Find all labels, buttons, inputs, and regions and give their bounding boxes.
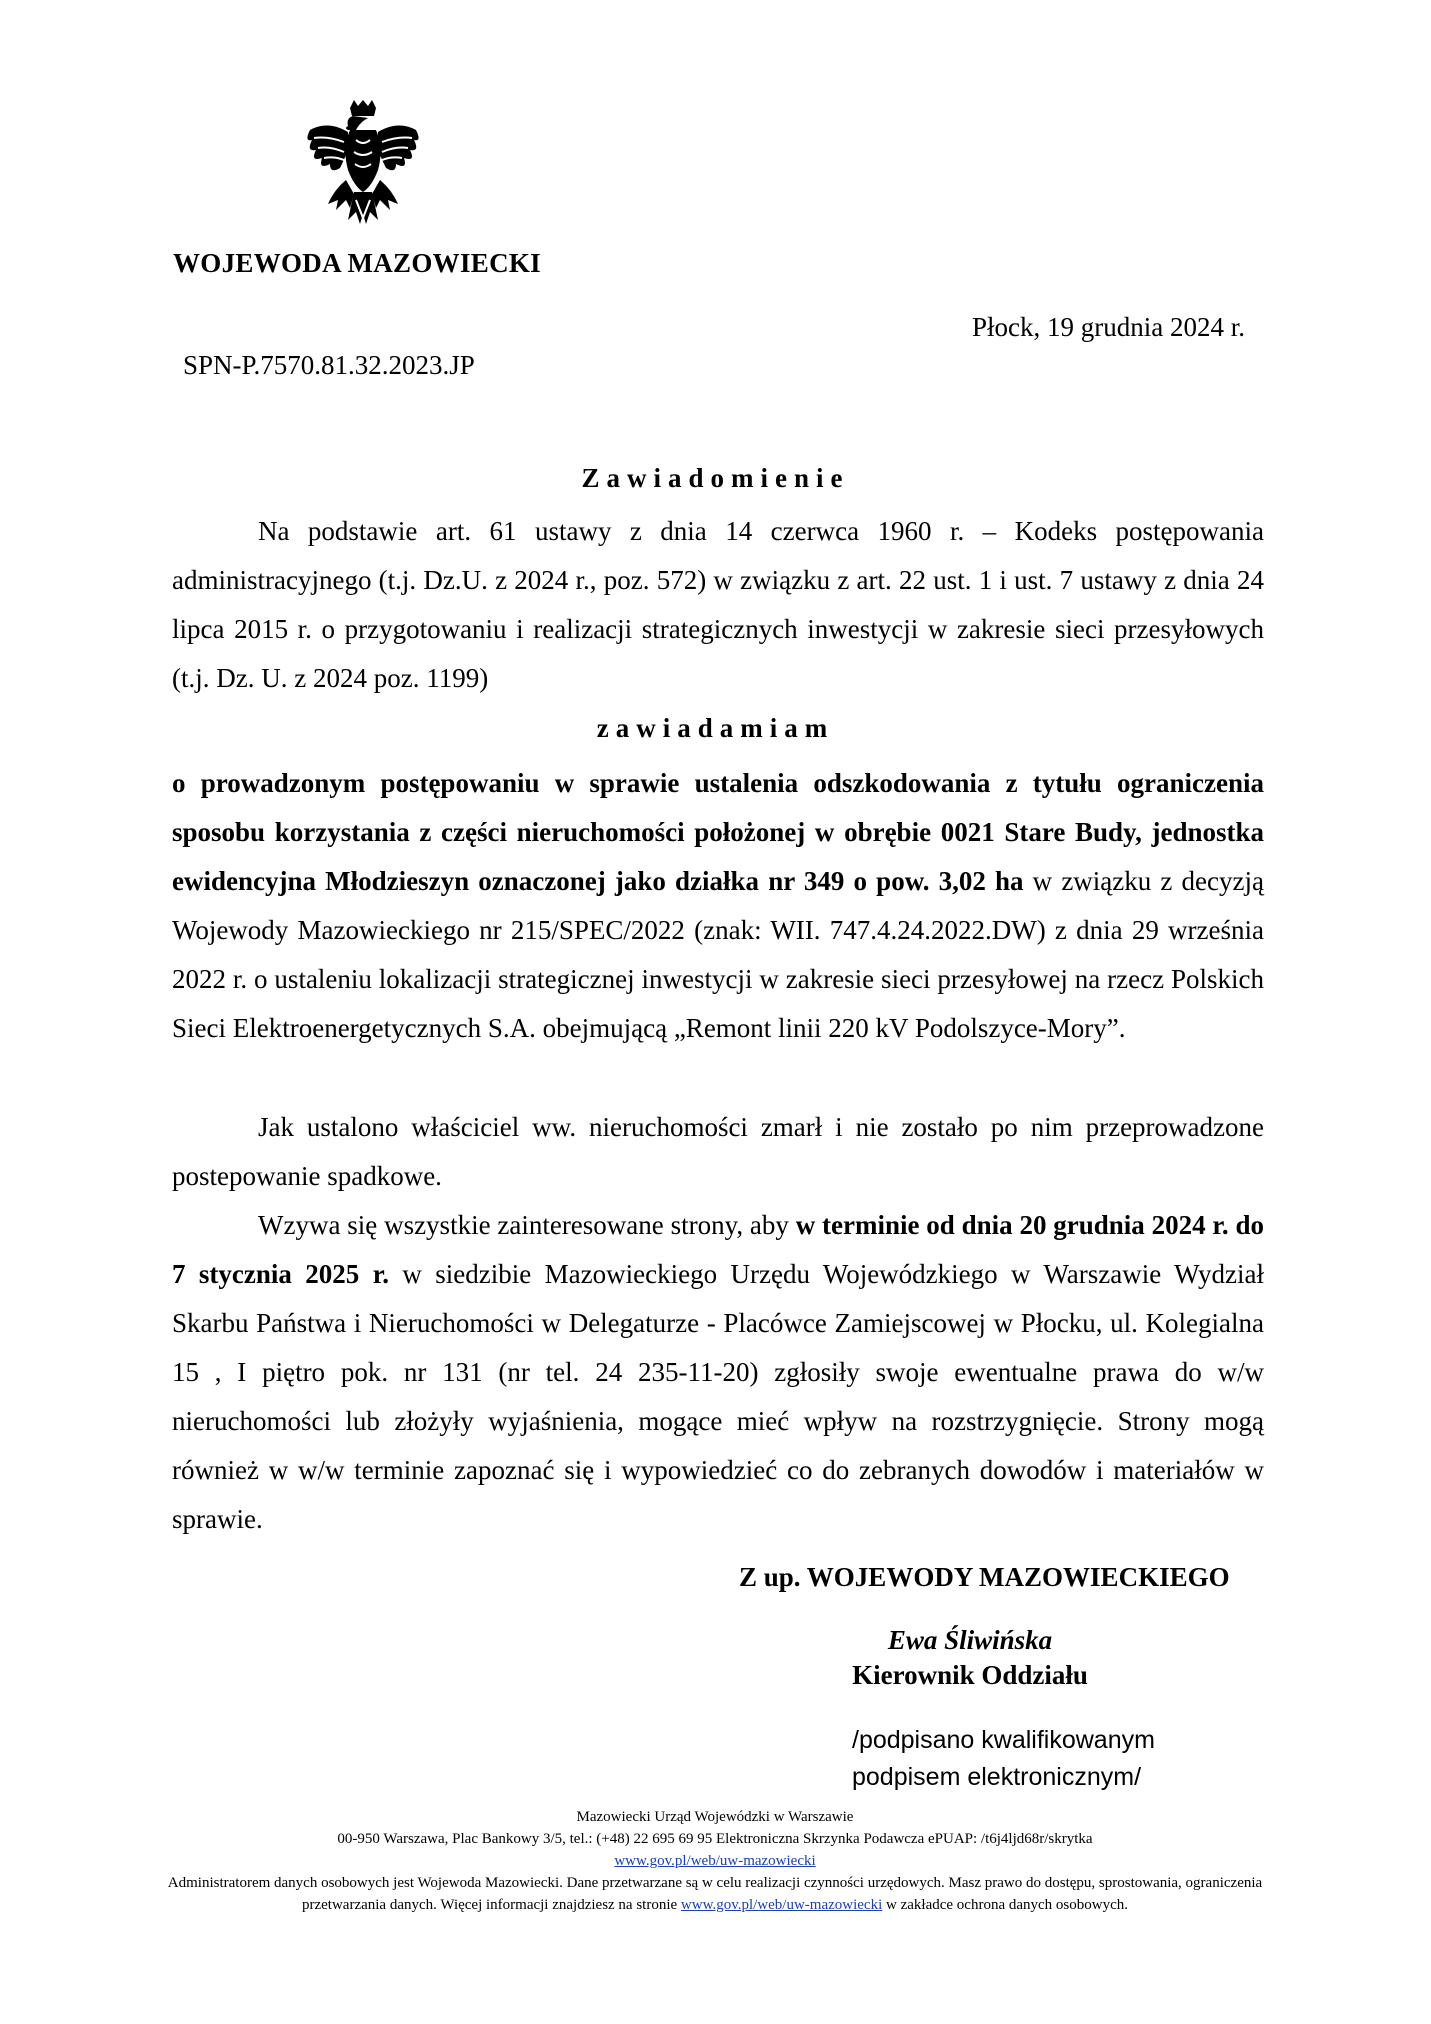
- signatory-role: Kierownik Oddziału: [852, 1660, 1088, 1690]
- summons-intro: Wzywa się wszystkie zainteresowane strony, aby: [258, 1210, 796, 1240]
- summons-deadline: w terminie od dnia 20 grudnia 2024 r. do 7 stycznia 2025 r.: [172, 1210, 1264, 1289]
- notice-verb: zawiadamiam: [596, 713, 835, 743]
- proceeding-details: w związku z decyzją Wojewody Mazowieckiego nr 215/SPEC/2022 (znak: WII. 747.4.24.2022.DW) z dnia 29 września 2022 r. o ustaleniu lokalizacji strategicznej inwestycji w zakresie sieci przesyłowej na rzecz Polskich Sieci Elektroenergetycznych S.A. obejmującą „Remont linii 220 kV Podolszyce-Mory”.: [172, 866, 1264, 1043]
- footer-privacy: [150, 1872, 1280, 1916]
- footer: [150, 1806, 1280, 1916]
- signature-block: [760, 1625, 1180, 1691]
- document-title: Zawiadomienie: [581, 463, 850, 493]
- summons-paragraph: [172, 1201, 1264, 1544]
- privacy-text-1: Administratorem danych osobowych jest Wojewoda Mazowiecki. Dane przetwarzane są w celu realizacji czynności urzędowych. Masz prawo do dostępu, sprostowania, ograniczenia przetwarzania danych. Więcej informacji znajdziesz na stronie: [167, 1875, 1263, 1913]
- proceeding-paragraph: [172, 759, 1264, 1053]
- esig-line-2: podpisem elektronicznym/: [852, 1763, 1142, 1791]
- footer-address: 00-950 Warszawa, Plac Bankowy 3/5, tel.: (+48) 22 695 69 95 Elektroniczna Skrzynka Podawcza ePUAP: /t6j4ljd68r/skrytka: [337, 1831, 1093, 1847]
- summons-details: w siedzibie Mazowieckiego Urzędu Wojewódzkiego w Warszawie Wydział Skarbu Państwa i Nieruchomości w Delegaturze - Placówce Zamiejscowej w Płocku, ul. Kolegialna 15 , I piętro pok. nr 131 (nr tel. 24 235-11-20) zgłosiły swoje ewentualne prawa do w/w nieruchomości lub złożyły wyjaśnienia, mogące mieć wpływ na rozstrzygnięcie. Strony mogą również w w/w terminie zapoznać się i wypowiedzieć co do zebranych dowodów i materiałów w sprawie.: [172, 1259, 1264, 1534]
- reference-number: SPN-P.7570.81.32.2023.JP: [183, 350, 475, 380]
- owner-paragraph: Jak ustalono właściciel ww. nieruchomości zmarł i nie zostało po nim przeprowadzone postepowanie spadkowe.: [172, 1112, 1264, 1191]
- footer-office: Mazowiecki Urząd Wojewódzki w Warszawie: [576, 1809, 854, 1825]
- place-date: Płock, 19 grudnia 2024 r.: [972, 312, 1245, 342]
- footer-website-link[interactable]: www.gov.pl/web/uw-mazowiecki: [614, 1853, 816, 1869]
- signature-on-behalf: Z up. WOJEWODY MAZOWIECKIEGO: [739, 1562, 1230, 1592]
- signatory-name: Ewa Śliwińska: [887, 1625, 1053, 1655]
- polish-eagle-emblem-icon: [298, 100, 428, 240]
- electronic-signature-note: [852, 1722, 1155, 1796]
- privacy-text-2: w zakładce ochrona danych osobowych.: [882, 1897, 1129, 1913]
- esig-line-1: /podpisano kwalifikowanym: [852, 1726, 1155, 1754]
- privacy-website-link[interactable]: www.gov.pl/web/uw-mazowiecki: [680, 1897, 883, 1913]
- proceeding-subject: o prowadzonym postępowaniu w sprawie ustalenia odszkodowania z tytułu ograniczenia sposobu korzystania z części nieruchomości położonej w obrębie 0021 Stare Budy, jednostka ewidencyjna Młodzieszyn oznaczonej jako działka nr 349 o pow. 3,02 ha: [172, 768, 1264, 896]
- issuer-heading: WOJEWODA MAZOWIECKI: [173, 248, 541, 278]
- legal-basis-paragraph: Na podstawie art. 61 ustawy z dnia 14 czerwca 1960 r. – Kodeks postępowania administracyjnego (t.j. Dz.U. z 2024 r., poz. 572) w związku z art. 22 ust. 1 i ust. 7 ustawy z dnia 24 lipca 2015 r. o przygotowaniu i realizacji strategicznych inwestycji w zakresie sieci przesyłowych (t.j. Dz. U. z 2024 poz. 1199): [172, 516, 1264, 693]
